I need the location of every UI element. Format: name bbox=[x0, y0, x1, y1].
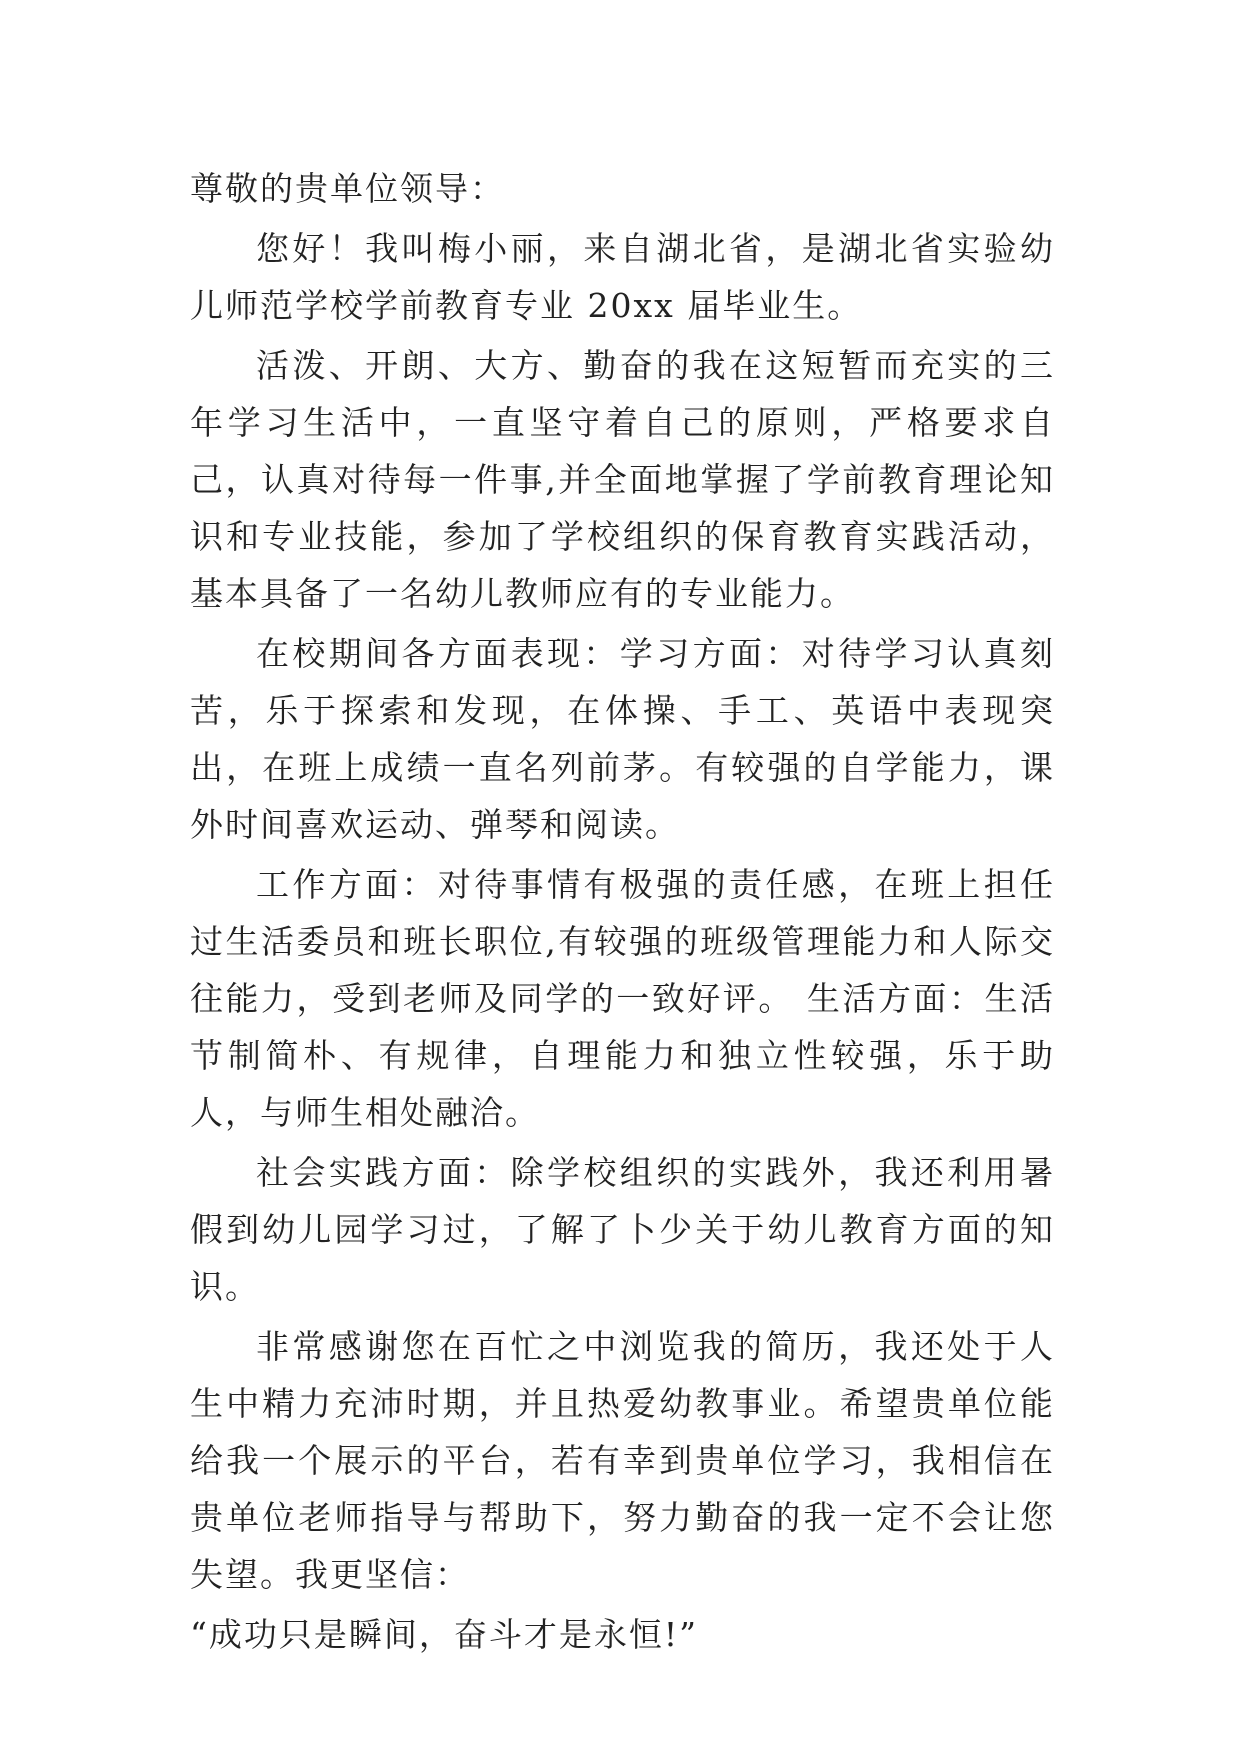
paragraph-study: 在校期间各方面表现：学习方面：对待学习认真刻苦，乐于探索和发现，在体操、手工、英语中表现突出，在班上成绩一直名列前茅。有较强的自学能力，课外时间喜欢运动、弹琴和阅读。 bbox=[190, 634, 1055, 844]
paragraph-personality: 活泼、开朗、大方、勤奋的我在这短暂而充实的三年学习生活中，一直坚守着自己的原则，严格要求自己，认真对待每一件事,并全面地掌握了学前教育理论知识和专业技能，参加了学校组织的保育教育实践活动，基本具备了一名幼儿教师应有的专业能力。 bbox=[190, 346, 1055, 613]
paragraph-work-life: 工作方面：对待事情有极强的责任感，在班上担任过生活委员和班长职位,有较强的班级管理能力和人际交往能力，受到老师及同学的一致好评。 生活方面：生活节制简朴、有规律，自理能力和独立性较强，乐于助人，与师生相处融洽。 bbox=[190, 865, 1055, 1132]
paragraph-social-practice: 社会实践方面：除学校组织的实践外，我还利用暑假到幼儿园学习过，了解了卜少关于幼儿教育方面的知识。 bbox=[190, 1153, 1055, 1306]
closing-quote: “成功只是瞬间，奋斗才是永恒!” bbox=[190, 1615, 699, 1654]
paragraph-greeting: 您好！我叫梅小丽，来自湖北省，是湖北省实验幼儿师范学校学前教育专业 20xx 届毕业生。 bbox=[190, 229, 1055, 325]
paragraph-thanks: 非常感谢您在百忙之中浏览我的简历，我还处于人生中精力充沛时期，并且热爱幼教事业。希望贵单位能给我一个展示的平台，若有幸到贵单位学习，我相信在贵单位老师指导与帮助下，努力勤奋的我一定不会让您失望。我更坚信： bbox=[190, 1327, 1055, 1594]
salutation: 尊敬的贵单位领导： bbox=[190, 169, 505, 208]
letter-body bbox=[190, 160, 1055, 1663]
